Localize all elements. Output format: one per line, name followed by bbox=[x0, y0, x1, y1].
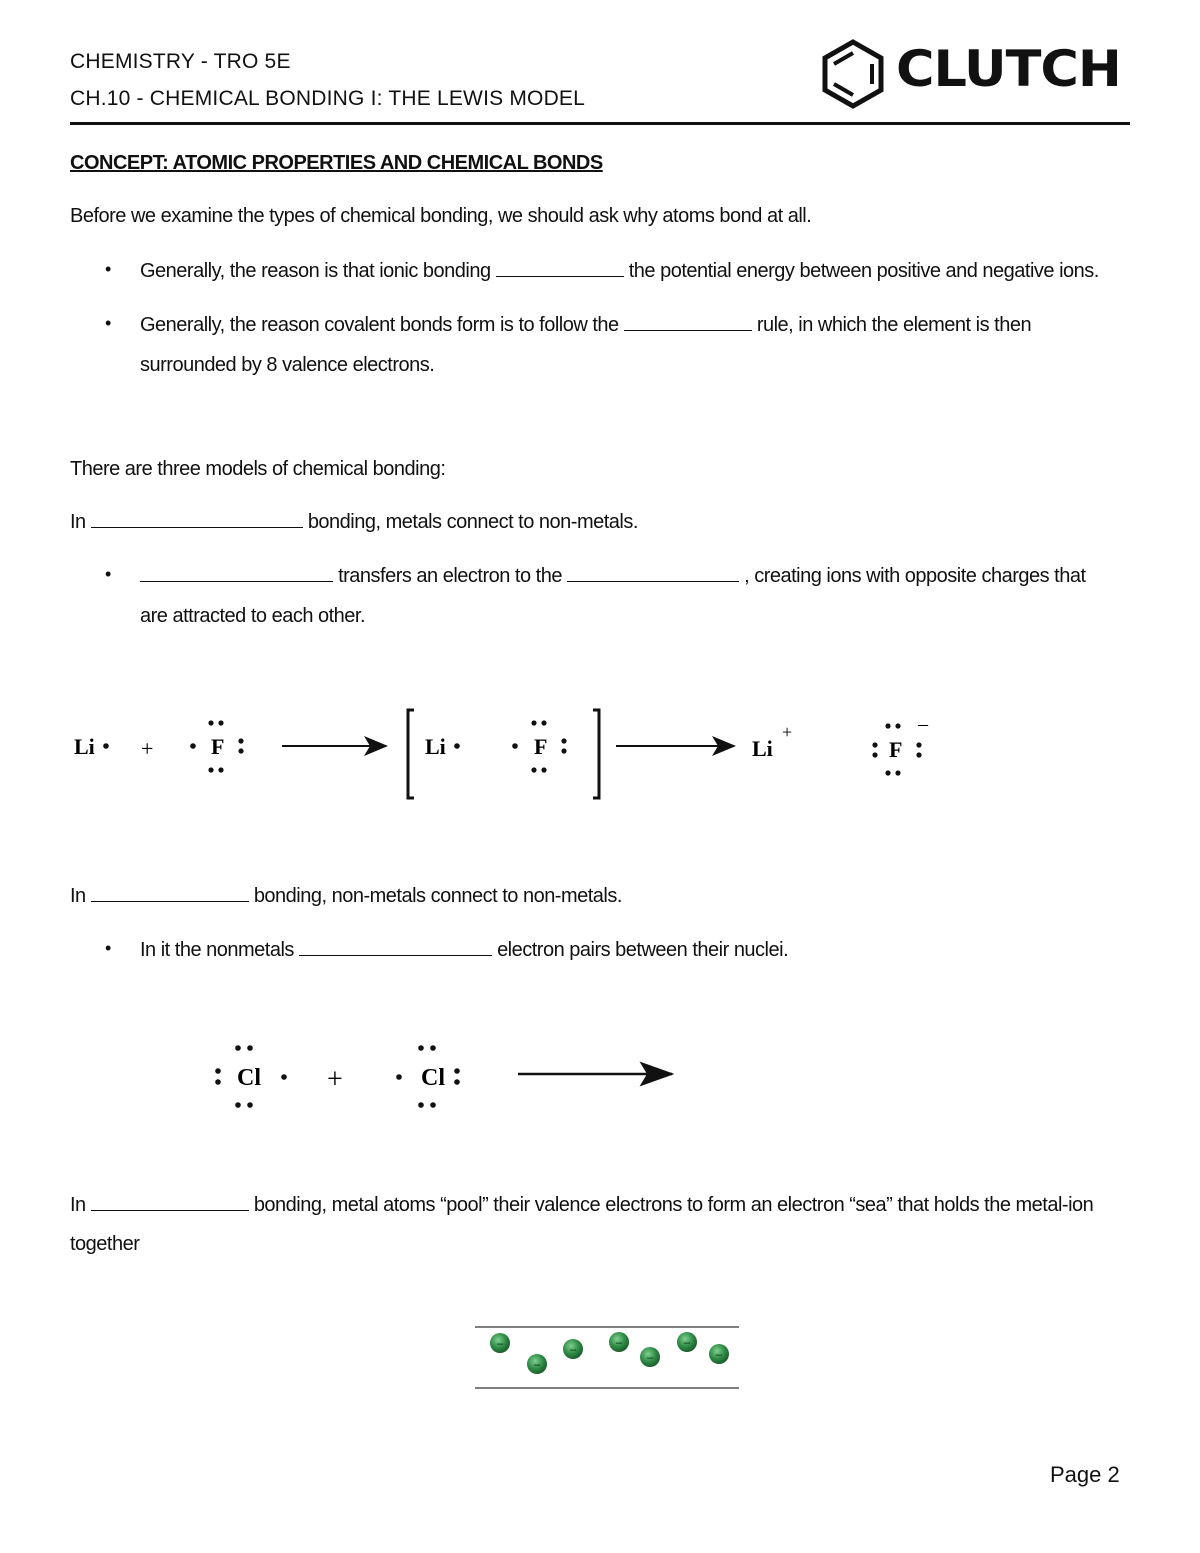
f-atom-label: F bbox=[534, 734, 548, 759]
blank-share[interactable] bbox=[299, 938, 492, 956]
blank-metallic[interactable] bbox=[91, 1193, 249, 1211]
electron-sea-diagram bbox=[470, 1318, 745, 1393]
ionic-lewis-diagram bbox=[0, 700, 1200, 810]
bullet-dot: • bbox=[105, 313, 112, 333]
plus-sign: + bbox=[327, 1064, 343, 1095]
metallic-definition bbox=[70, 1193, 1093, 1217]
blank-metal[interactable] bbox=[140, 564, 333, 582]
bullet-dot: • bbox=[105, 564, 112, 584]
bullet2-line2: surrounded by 8 valence electrons. bbox=[140, 354, 435, 376]
page-number: Page 2 bbox=[1050, 1462, 1120, 1487]
covalent-bullet bbox=[140, 938, 788, 962]
bullet1-post: the potential energy between positive and negative ions. bbox=[628, 260, 1099, 282]
left-bracket bbox=[408, 710, 414, 798]
electron-charge-label: – bbox=[716, 1347, 722, 1361]
covalent-lewis-diagram bbox=[0, 1030, 1200, 1120]
electron-charge-label: – bbox=[497, 1336, 503, 1350]
f-anion-label: F bbox=[889, 737, 903, 762]
header-divider bbox=[70, 122, 1130, 125]
bullet-dot: • bbox=[105, 938, 112, 958]
models-intro: There are three models of chemical bonding: bbox=[70, 458, 446, 480]
concept-title: CONCEPT: ATOMIC PROPERTIES AND CHEMICAL BONDS bbox=[70, 152, 603, 174]
blank-octet-rule[interactable] bbox=[624, 313, 752, 331]
electron-dot bbox=[103, 743, 109, 749]
covalent-definition bbox=[70, 884, 622, 908]
electron-charge-label: – bbox=[616, 1335, 622, 1349]
electron-charge-label: – bbox=[534, 1357, 540, 1371]
metallic-pre: In bbox=[70, 1194, 86, 1216]
blank-covalent[interactable] bbox=[91, 884, 249, 902]
unpaired-electron bbox=[396, 1074, 402, 1080]
covalent-pre: In bbox=[70, 885, 86, 907]
cl-atom-label: Cl bbox=[421, 1065, 445, 1091]
course-title: CHEMISTRY - TRO 5E bbox=[70, 50, 291, 73]
covalent-bullet-pre: In it the nonmetals bbox=[140, 939, 294, 961]
metallic-post: bonding, metal atoms “pool” their valence electrons to form an electron “sea” that holds the metal-ion bbox=[253, 1194, 1094, 1216]
bullet1-pre: Generally, the reason is that ionic bonding bbox=[140, 260, 491, 282]
right-bracket bbox=[593, 710, 599, 798]
ionic-post: bonding, metals connect to non-metals. bbox=[307, 511, 638, 533]
f-atom-label: F bbox=[211, 734, 225, 759]
li-cation-label: Li bbox=[752, 736, 773, 761]
cl-atom-label: Cl bbox=[237, 1065, 261, 1091]
ionic-pre: In bbox=[70, 511, 86, 533]
li-atom-label: Li bbox=[425, 734, 446, 759]
electron-charge-label: – bbox=[647, 1350, 653, 1364]
ionic-definition bbox=[70, 510, 638, 534]
bullet-covalent-reason bbox=[140, 313, 1031, 337]
covalent-bullet-post: electron pairs between their nuclei. bbox=[497, 939, 789, 961]
anion-charge: – bbox=[918, 713, 928, 735]
intro-text: Before we examine the types of chemical bonding, we should ask why atoms bond at all. bbox=[70, 205, 812, 227]
blank-nonmetal[interactable] bbox=[567, 564, 739, 582]
li-atom-label: Li bbox=[74, 734, 95, 759]
electron-dot bbox=[190, 743, 196, 749]
bullet2-pre: Generally, the reason covalent bonds form is to follow the bbox=[140, 314, 619, 336]
covalent-post: bonding, non-metals connect to non-metals. bbox=[253, 885, 622, 907]
ionic-bullet-post: , creating ions with opposite charges that bbox=[744, 565, 1086, 587]
blank-ionic-energy[interactable] bbox=[496, 259, 624, 277]
blank-ionic[interactable] bbox=[91, 510, 303, 528]
plus-sign: + bbox=[141, 736, 154, 761]
ionic-bullet bbox=[140, 564, 1086, 588]
ionic-bullet-mid: transfers an electron to the bbox=[338, 565, 562, 587]
electron-charge-label: – bbox=[570, 1342, 576, 1356]
bullet-dot: • bbox=[105, 259, 112, 279]
chapter-title: CH.10 - CHEMICAL BONDING I: THE LEWIS MODEL bbox=[70, 87, 586, 110]
logo-text: CLUTCH bbox=[896, 40, 1121, 98]
metallic-line2: together bbox=[70, 1233, 140, 1255]
cation-charge: + bbox=[782, 722, 793, 742]
unpaired-electron bbox=[281, 1074, 287, 1080]
bullet2-post: rule, in which the element is then bbox=[756, 314, 1032, 336]
bullet-ionic-reason bbox=[140, 259, 1099, 283]
benzene-logo-icon bbox=[820, 38, 890, 110]
clutch-logo bbox=[820, 38, 1132, 110]
ionic-bullet-line2: are attracted to each other. bbox=[140, 605, 366, 627]
electron-charge-label: – bbox=[684, 1335, 690, 1349]
